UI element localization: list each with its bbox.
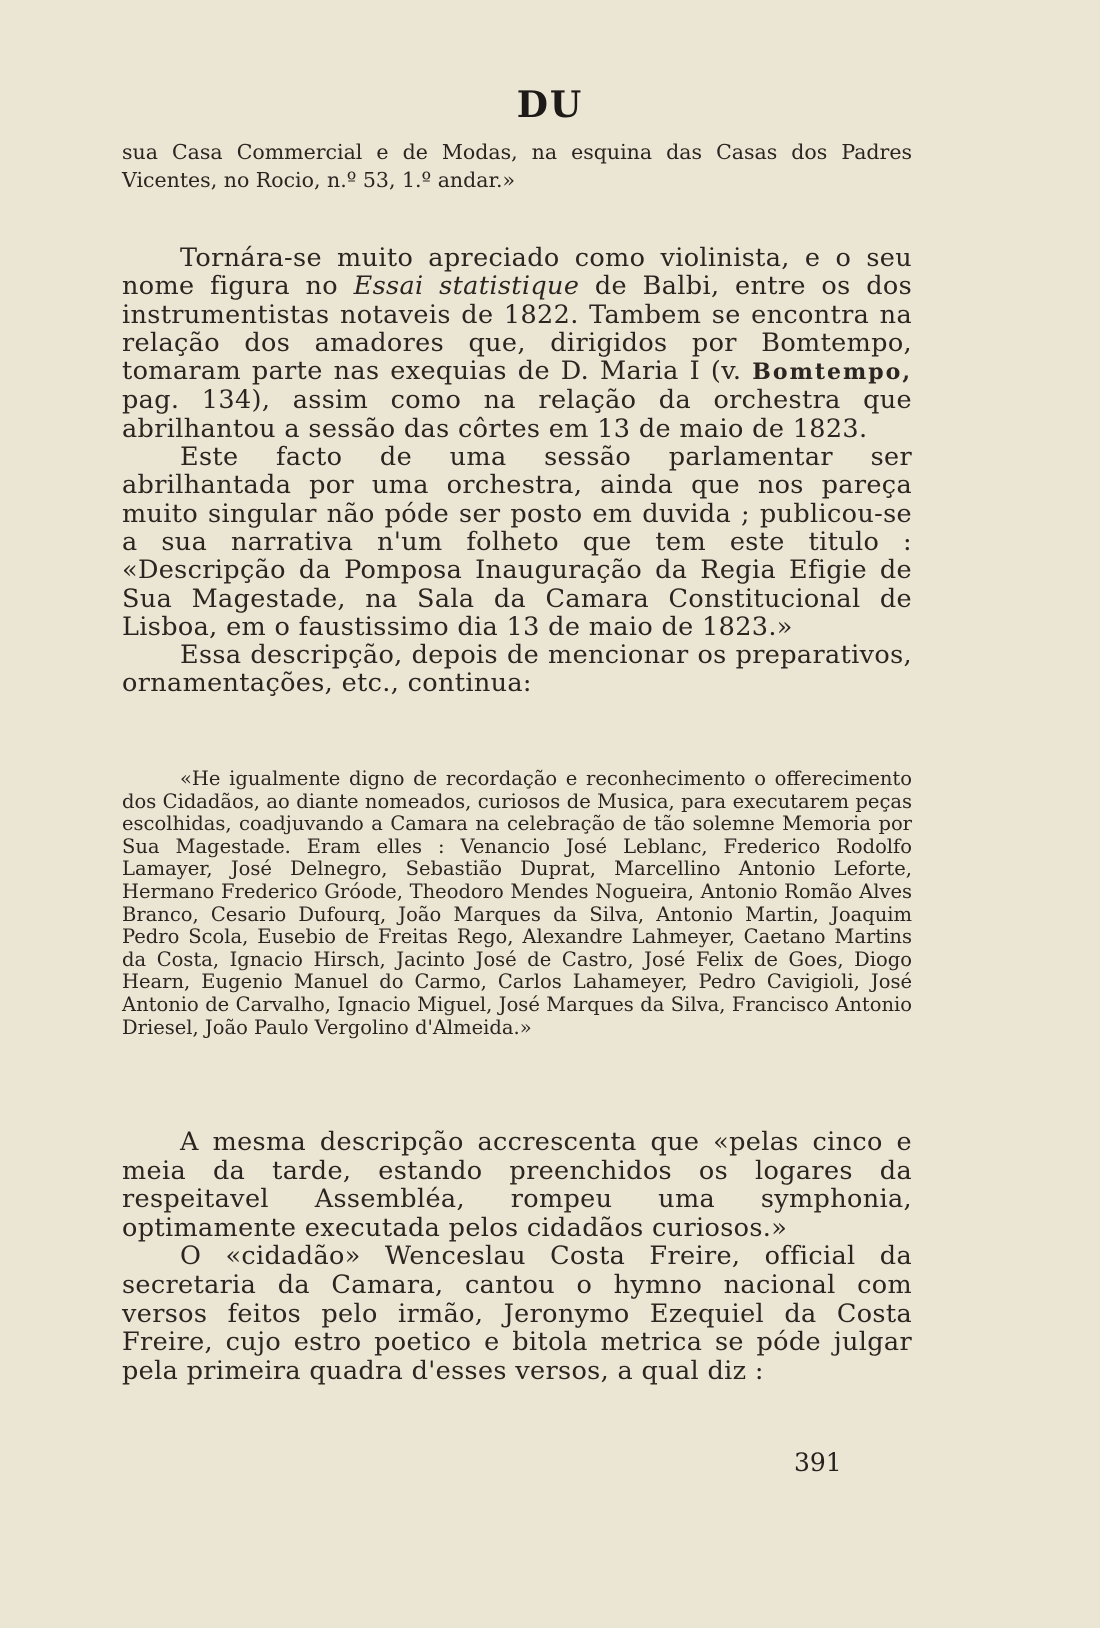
paragraph-orchestra-session: Este facto de uma sessão parlamentar ser abrilhantada por uma orchestra, ainda que nos pareça muito singular não póde ser posto em duvida ; publicou-se a sua narrativa n'um folheto que tem este titulo : «Descripção da Pomposa Inauguração da Regia Efigie de Sua Magestade, na Sala da Camara Constitucional de Lisboa, em o faustissimo dia 13 de maio de 1823.» <box>122 442 912 642</box>
running-header: DU <box>516 84 584 126</box>
main-text <box>122 244 912 698</box>
intro-paragraph: sua Casa Commercial e de Modas, na esquina das Casas dos Padres Vicentes, no Rocio, n.º 53, 1.º andar.» <box>122 140 912 192</box>
paragraph-violinist <box>122 244 912 443</box>
paragraph-violinist-part3: pag. 134), assim como na relação da orchestra que abrilhantou a sessão das côrtes em 13 de maio de 1823. <box>122 385 912 444</box>
closing-text <box>122 1128 912 1385</box>
block-quotation <box>122 768 912 1039</box>
paragraph-symphony: A mesma descripção accrescenta que «pelas cinco e meia da tarde, estando preenchidos os logares da respeitavel Assembléa, rompeu uma symphonia, optimamente executada pelos cidadãos curiosos.» <box>122 1127 912 1243</box>
essai-statistique-title: Essai statistique <box>353 271 580 302</box>
intro-continuation <box>122 138 912 194</box>
paragraph-hymn: O «cidadão» Wenceslau Costa Freire, official da secretaria da Camara, cantou o hymno nacional com versos feitos pelo irmão, Jeronymo Ezequiel da Costa Freire, cujo estro poetico e bitola metrica se póde julgar pela primeira quadra d'esses versos, a qual diz : <box>122 1241 912 1386</box>
paragraph-description-continues: Essa descripção, depois de mencionar os preparativos, ornamentações, etc., continua: <box>122 640 912 699</box>
quotation-paragraph: «He igualmente digno de recordação e reconhecimento o offerecimento dos Cidadãos, ao diante nomeados, curiosos de Musica, para executarem peças escolhidas, coadjuvando a Camara na celebração de tão solemne Memoria por Sua Magestade. Eram elles : Venancio José Leblanc, Frederico Rodolfo Lamayer, José Delnegro, Sebastião Duprat, Marcellino Antonio Leforte, Hermano Frederico Gróode, Theodoro Mendes Nogueira, Antonio Romão Alves Branco, Cesario Dufourq, João Marques da Silva, Antonio Martin, Joaquim Pedro Scola, Eusebio de Freitas Rego, Alexandre Lahmeyer, Caetano Martins da Costa, Ignacio Hirsch, Jacinto José de Castro, José Felix de Goes, Diogo Hearn, Eugenio Manuel do Carmo, Carlos Lahameyer, Pedro Cavigioli, José Antonio de Carvalho, Ignacio Miguel, José Marques da Silva, Francisco Antonio Driesel, João Paulo Vergolino d'Almeida.» <box>122 767 912 1039</box>
paragraph-violinist-part2: de Balbi, entre os dos instrumentistas notaveis de 1822. Tambem se encontra na relação dos amadores que, dirigidos por Bomtempo, tomaram parte nas exequias de D. Maria I (v. <box>122 271 913 387</box>
page-number: 391 <box>794 1448 842 1477</box>
bomtempo-cross-reference: Bomtempo, <box>752 359 912 386</box>
paragraph-violinist-part1: Tornára-se muito apreciado como violinista, e o seu nome figura no <box>122 243 912 302</box>
